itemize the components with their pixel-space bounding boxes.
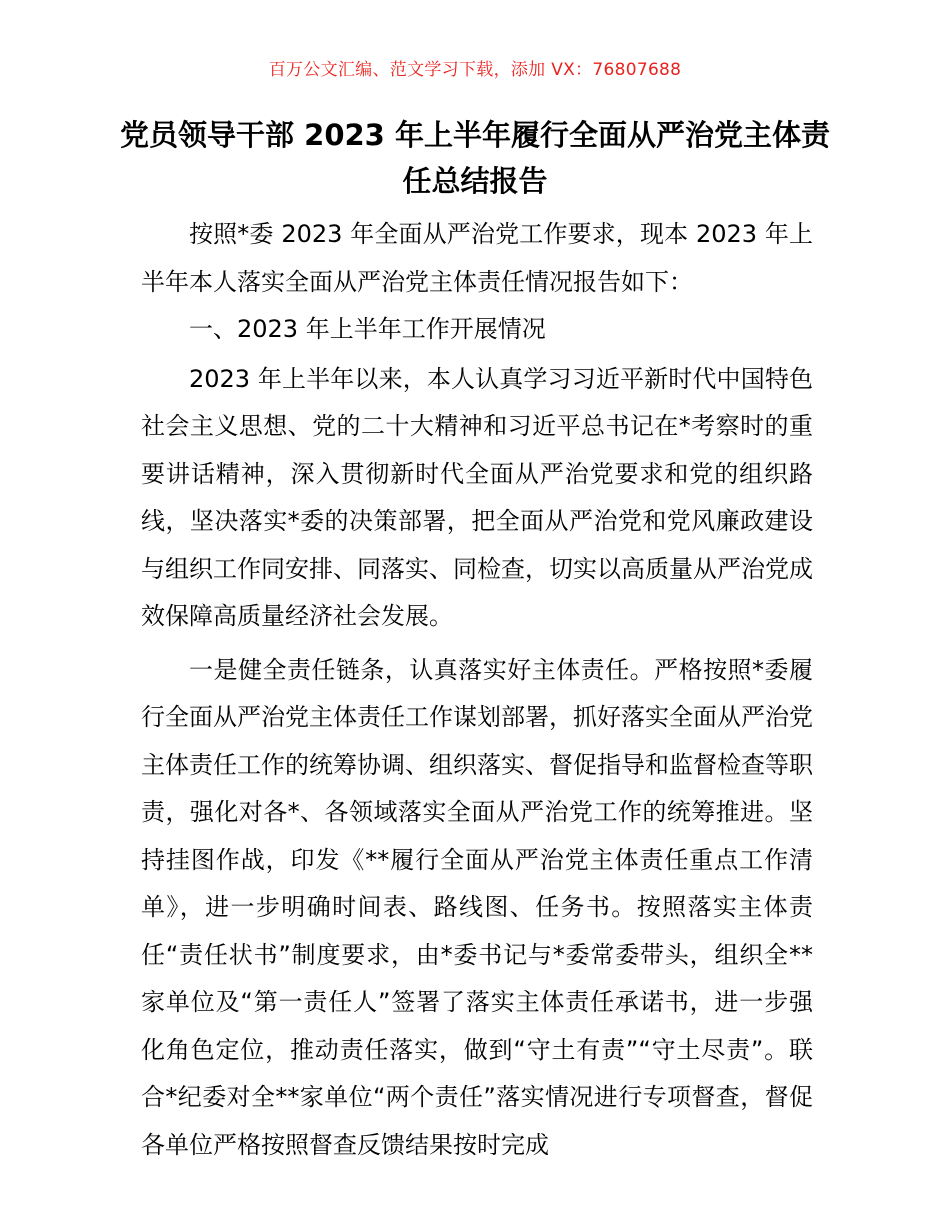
document-title: 党员领导干部 2023 年上半年履行全面从严治党主体责任总结报告	[120, 118, 830, 198]
header-note: 百万公文汇编、范文学习下载，添加 VX：76807688	[268, 60, 682, 80]
paragraph: 一是健全责任链条，认真落实好主体责任。严格按照*委履行全面从严治党主体责任工作谋划部署，抓好落实全面从严治党主体责任工作的统筹协调、组织落实、督促指导和监督检查等职责，强化对各*、各领域落实全面从严治党工作的统筹推进。坚持挂图作战，印发《**履行全面从严治党主体责任重点工作清单》，进一步明确时间表、路线图、任务书。按照落实主体责任“责任状书”制度要求，由*委书记与*委常委带头，组织全**家单位及“第一责任人”签署了落实主体责任承诺书，进一步强化角色定位，推动责任落实，做到“守土有责”“守土尽责”。联合*纪委对全**家单位“两个责任”落实情况进行专项督查，督促各单位严格按照督查反馈结果按时完成	[141, 655, 813, 1159]
section-heading: 一、2023 年上半年工作开展情况	[189, 315, 546, 343]
document-body	[141, 211, 813, 1169]
paragraph: 按照*委 2023 年全面从严治党工作要求，现本 2023 年上半年本人落实全面从严治党主体责任情况报告如下：	[141, 220, 813, 296]
paragraph: 2023 年上半年以来，本人认真学习习近平新时代中国特色社会主义思想、党的二十大精神和习近平总书记在*考察时的重要讲话精神，深入贯彻新时代全面从严治党要求和党的组织路线，坚决落实*委的决策部署，把全面从严治党和党风廉政建设与组织工作同安排、同落实、同检查，切实以高质量从严治党成效保障高质量经济社会发展。	[141, 364, 813, 630]
